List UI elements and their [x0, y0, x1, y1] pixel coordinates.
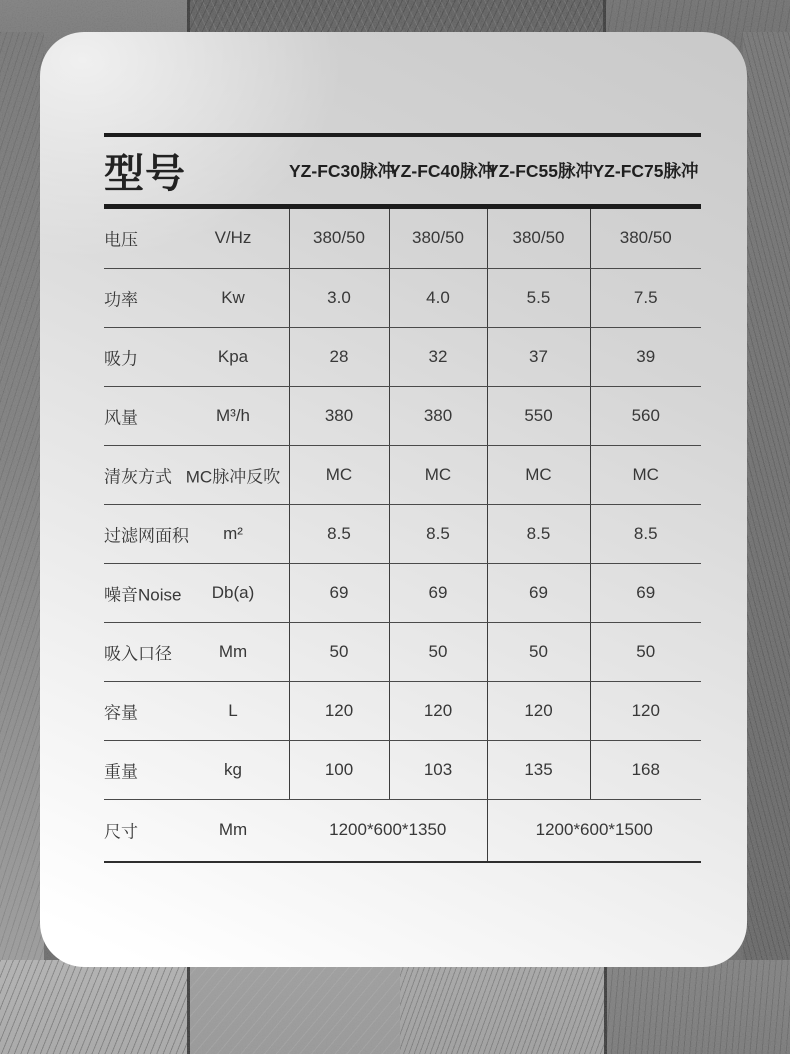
row-unit: L — [228, 700, 238, 720]
background-tile — [0, 960, 190, 1054]
row-unit: V/Hz — [214, 228, 252, 248]
row-value: MC — [389, 445, 487, 504]
row-value: 100 — [289, 740, 389, 799]
row-label: 过滤网面积 — [104, 526, 189, 545]
model-name: YZ-FC75脉冲 — [592, 161, 699, 181]
row-label: 噪音Noise — [104, 585, 182, 604]
model-name: YZ-FC30脉冲 — [289, 161, 395, 181]
row-label-cell — [104, 209, 289, 268]
row-value: 380/50 — [487, 209, 590, 268]
row-value: 8.5 — [289, 504, 389, 563]
row-value: 1200*600*1350 — [329, 820, 447, 840]
model-names — [289, 137, 701, 204]
row-value: 69 — [590, 563, 701, 622]
row-unit: Kpa — [217, 346, 249, 366]
row-value: 380/50 — [289, 209, 389, 268]
background-tile — [607, 960, 790, 1054]
model-name: YZ-FC55脉冲 — [487, 161, 593, 181]
row-value: 69 — [289, 563, 389, 622]
row-value: 69 — [389, 563, 487, 622]
table-row — [104, 445, 701, 504]
row-unit: MC脉冲反吹 — [185, 467, 281, 486]
model-name: YZ-FC40脉冲 — [389, 161, 495, 181]
background-tile — [190, 960, 400, 1054]
row-unit: Db(a) — [211, 582, 255, 602]
row-value: 50 — [389, 622, 487, 681]
row-value: 120 — [289, 681, 389, 740]
row-value: 120 — [590, 681, 701, 740]
table-row — [104, 209, 701, 268]
row-value: 32 — [389, 327, 487, 386]
row-unit: m² — [223, 523, 243, 543]
row-label-cell — [104, 740, 289, 799]
row-value: 380/50 — [389, 209, 487, 268]
row-label: 功率 — [104, 290, 138, 309]
row-value: 560 — [590, 386, 701, 445]
row-label: 电压 — [104, 230, 138, 250]
row-value: 4.0 — [389, 268, 487, 327]
row-label-cell — [104, 386, 289, 445]
row-label: 吸入口径 — [104, 644, 172, 663]
row-label-cell — [104, 622, 289, 681]
row-label: 容量 — [104, 703, 138, 722]
table-row — [104, 740, 701, 799]
row-value: 50 — [487, 622, 590, 681]
tile-seam — [187, 960, 190, 1054]
row-label: 风量 — [104, 408, 138, 427]
row-value: 120 — [389, 681, 487, 740]
row-unit: Mm — [218, 641, 248, 661]
row-label-cell — [104, 504, 289, 563]
table-row — [104, 504, 701, 563]
row-value: 380 — [289, 386, 389, 445]
row-unit: M³/h — [216, 405, 250, 425]
row-value: 8.5 — [487, 504, 590, 563]
row-value: 39 — [590, 327, 701, 386]
row-value: 8.5 — [389, 504, 487, 563]
row-label: 尺寸 — [104, 822, 138, 842]
row-label-cell — [104, 563, 289, 622]
row-value: 69 — [487, 563, 590, 622]
row-value: 103 — [389, 740, 487, 799]
row-value: 1200*600*1500 — [487, 799, 701, 862]
row-value: 380 — [389, 386, 487, 445]
row-label: 吸力 — [104, 349, 138, 368]
background-tile — [0, 32, 44, 967]
row-value: 5.5 — [487, 268, 590, 327]
row-value: 37 — [487, 327, 590, 386]
row-value: 7.5 — [590, 268, 701, 327]
row-label-cell — [104, 799, 289, 862]
row-value: 120 — [487, 681, 590, 740]
row-label-cell — [104, 681, 289, 740]
row-unit: Kw — [221, 287, 245, 307]
row-label-cell — [104, 268, 289, 327]
row-value: 8.5 — [590, 504, 701, 563]
background-tile — [743, 32, 790, 967]
table-row — [104, 681, 701, 740]
row-value: MC — [590, 445, 701, 504]
row-value: 550 — [487, 386, 590, 445]
table-row — [104, 563, 701, 622]
table-header — [104, 137, 701, 204]
row-value: 50 — [590, 622, 701, 681]
row-value: 380/50 — [590, 209, 701, 268]
row-label-cell — [104, 445, 289, 504]
row-value: MC — [487, 445, 590, 504]
row-label: 重量 — [104, 762, 138, 781]
spec-table — [104, 209, 701, 863]
row-value: MC — [289, 445, 389, 504]
table-row — [104, 622, 701, 681]
row-value: 3.0 — [289, 268, 389, 327]
row-label-cell — [104, 327, 289, 386]
row-unit: kg — [224, 759, 242, 779]
table-row — [104, 268, 701, 327]
row-unit: Mm — [218, 820, 248, 840]
table-row — [104, 799, 701, 862]
tile-seam — [604, 960, 607, 1054]
background-tile — [400, 960, 607, 1054]
model-column-title: 型号 — [104, 152, 186, 196]
table-row — [104, 386, 701, 445]
spec-card — [40, 32, 747, 967]
row-value: 135 — [487, 740, 590, 799]
row-label: 清灰方式 — [104, 467, 172, 486]
row-value: 28 — [289, 327, 389, 386]
table-row — [104, 327, 701, 386]
row-value: 168 — [590, 740, 701, 799]
row-value: 50 — [289, 622, 389, 681]
